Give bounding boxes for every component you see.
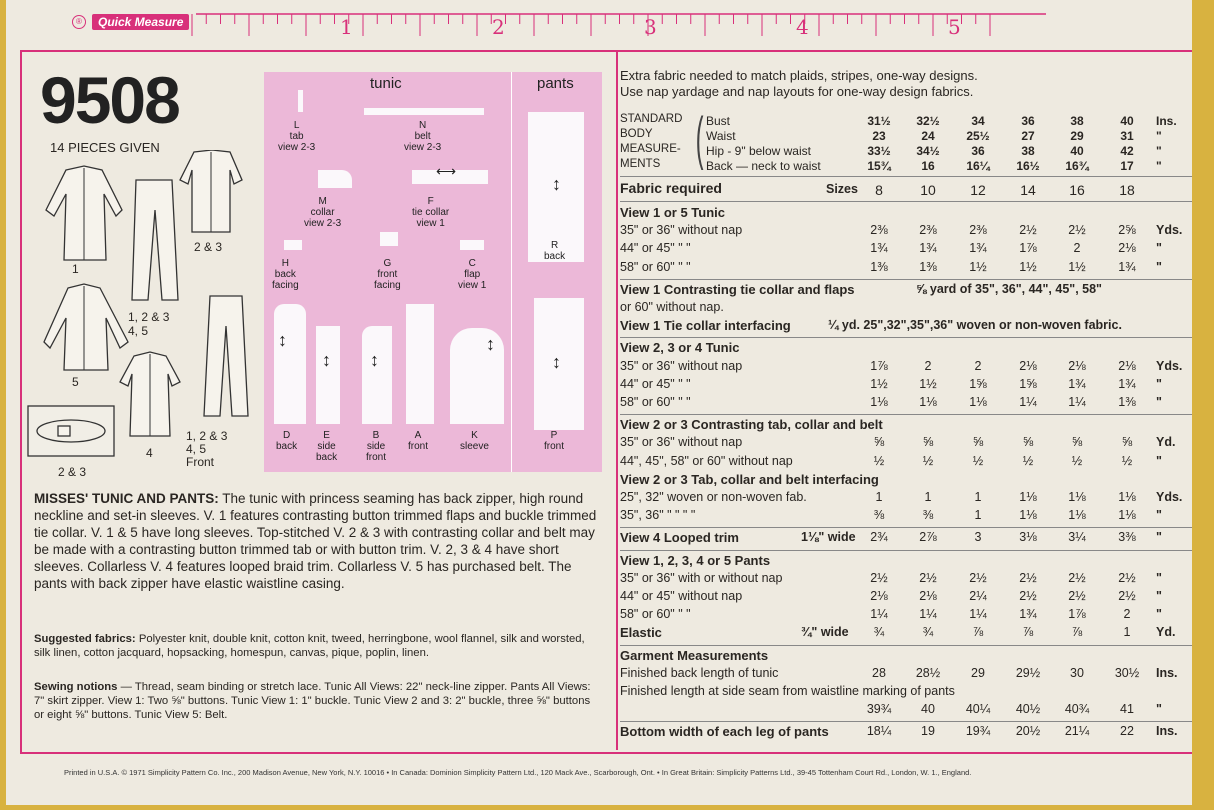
yardage-value: ½ bbox=[1121, 453, 1133, 468]
grainline-arrow: ⟷ bbox=[436, 163, 457, 179]
table-rule bbox=[620, 645, 1192, 646]
ruler-number: 1 bbox=[340, 15, 353, 39]
yardage-value: 1 bbox=[875, 490, 883, 504]
yardage-value: ½ bbox=[1071, 453, 1083, 468]
yardage-value: ⅝ bbox=[873, 435, 885, 450]
measurement-value: 23 bbox=[872, 129, 886, 143]
yardage-value: 1 bbox=[974, 490, 982, 504]
yardage-value: 1¾ bbox=[1118, 376, 1136, 391]
yardage-unit: Yd. bbox=[1156, 435, 1176, 450]
yardage-value: 2⅛ bbox=[1118, 241, 1136, 256]
pants-drawing-1 bbox=[132, 180, 178, 300]
yardage-value: 1½ bbox=[1068, 259, 1086, 274]
yardage-value: 21¼ bbox=[1064, 724, 1090, 739]
piece-E-shape bbox=[316, 326, 340, 424]
yardage-value: 1¾ bbox=[969, 241, 987, 256]
figure-label-5: 5 bbox=[72, 375, 79, 389]
figure-label-4: 4 bbox=[146, 446, 153, 460]
yardage-value: 1⅛ bbox=[969, 395, 987, 409]
chart-row-label: 44" or 45" " " bbox=[620, 376, 691, 391]
yardage-unit: Yds. bbox=[1156, 358, 1183, 373]
yardage-value: 2½ bbox=[1068, 570, 1086, 585]
yardage-value: 2 bbox=[1073, 241, 1081, 256]
yardage-value: 2½ bbox=[870, 570, 888, 585]
grainline-arrow: ↕ bbox=[322, 350, 331, 370]
bracket: ( bbox=[695, 106, 704, 171]
yardage-unit: " bbox=[1156, 395, 1162, 409]
chart-row-label: 35" or 36" without nap bbox=[620, 435, 743, 450]
piece-label-B: B side front bbox=[366, 430, 387, 463]
chart-row-label: Finished length at side seam from waistline marking of pants bbox=[620, 684, 955, 698]
measurement-value: 15¾ bbox=[867, 159, 891, 173]
yardage-value: 22 bbox=[1120, 724, 1134, 739]
yardage-value: 1⅞ bbox=[1068, 607, 1086, 622]
piece-C-shape bbox=[460, 240, 484, 250]
measurement-unit: " bbox=[1156, 159, 1162, 173]
piece-L-shape bbox=[298, 90, 303, 112]
yardage-value: 2½ bbox=[1019, 223, 1037, 238]
chart-section-heading: Elastic bbox=[620, 625, 662, 641]
chart-row-label: 25", 32" woven or non-woven fab. bbox=[620, 490, 807, 504]
chart-row-label: 44" or 45" without nap bbox=[620, 589, 743, 603]
measurement-value: 29 bbox=[1070, 129, 1084, 143]
tunic-heading: tunic bbox=[370, 75, 402, 92]
chart-intro-2: Use nap yardage and nap layouts for one-way design fabrics. bbox=[620, 84, 974, 99]
yardage-value: 1⅛ bbox=[1019, 508, 1037, 523]
suggested-fabrics bbox=[34, 632, 600, 660]
measurement-label: Bust bbox=[706, 114, 731, 128]
size-header: 10 bbox=[920, 182, 936, 198]
piece-G-shape bbox=[380, 232, 398, 246]
registered-mark: ® bbox=[72, 15, 86, 29]
chart-section-heading: View 2 or 3 Tab, collar and belt interfacing bbox=[620, 471, 879, 487]
chart-row-label: 35" or 36" without nap bbox=[620, 358, 743, 373]
ruler-number: 2 bbox=[492, 15, 505, 39]
yardage-value: 2 bbox=[1123, 607, 1131, 622]
measurement-value: 16¼ bbox=[966, 159, 990, 173]
measurement-label: Waist bbox=[706, 129, 736, 143]
table-rule bbox=[620, 279, 1192, 280]
yardage-value: 1 bbox=[974, 508, 982, 523]
yardage-value: 1¼ bbox=[1019, 395, 1037, 409]
measurement-value: 40 bbox=[1070, 144, 1084, 158]
yardage-value: 1⅛ bbox=[1118, 490, 1136, 504]
measurement-unit: Ins. bbox=[1156, 114, 1177, 128]
figure-label-2-3: 2 & 3 bbox=[194, 240, 223, 254]
yardage-value: ⅝ bbox=[1071, 435, 1083, 450]
yardage-value: 2½ bbox=[1118, 570, 1136, 585]
yardage-unit: " bbox=[1156, 453, 1162, 468]
table-rule bbox=[620, 337, 1192, 338]
diagram-divider bbox=[511, 72, 512, 472]
yardage-value: 1¾ bbox=[870, 241, 888, 256]
measurement-value: 33½ bbox=[867, 144, 891, 158]
yardage-value: 2½ bbox=[969, 570, 987, 585]
yardage-unit: Yd. bbox=[1156, 625, 1176, 640]
yardage-value: 1¾ bbox=[1118, 259, 1136, 274]
yardage-value: 1½ bbox=[870, 376, 888, 391]
piece-label-K: K sleeve bbox=[460, 430, 489, 452]
piece-label-L: L tab view 2-3 bbox=[278, 120, 316, 153]
yardage-unit: Ins. bbox=[1156, 665, 1178, 680]
measurement-value: 34 bbox=[971, 114, 985, 128]
measurement-value: 16½ bbox=[1016, 159, 1040, 173]
yardage-value: 40½ bbox=[1015, 702, 1041, 717]
yardage-value: ½ bbox=[873, 453, 885, 468]
yardage-value: 1¼ bbox=[870, 607, 888, 622]
pattern-description bbox=[34, 490, 600, 592]
yardage-value: 40¼ bbox=[965, 702, 991, 717]
size-header: 14 bbox=[1020, 182, 1036, 198]
yardage-value: 30½ bbox=[1114, 665, 1140, 680]
yardage-value: 18¼ bbox=[866, 724, 892, 739]
yardage-value: 1¼ bbox=[1068, 395, 1086, 409]
yardage-value: 2⅜ bbox=[919, 223, 937, 238]
yardage-value: 2⅛ bbox=[1019, 358, 1037, 373]
chart-heading-note: ⅝ yard of 35", 36", 44", 45", 58" bbox=[916, 281, 1102, 296]
yardage-value: 40¾ bbox=[1064, 702, 1090, 717]
yardage-value: 2⅜ bbox=[969, 223, 987, 238]
yardage-value: 1⅛ bbox=[919, 395, 937, 409]
yardage-value: 39¾ bbox=[866, 702, 892, 717]
piece-H-shape bbox=[284, 240, 302, 250]
piece-K-shape bbox=[450, 328, 504, 424]
ruler-number: 3 bbox=[644, 15, 657, 39]
standard-body-measurements-label: STANDARD BODY MEASURE- MENTS bbox=[620, 113, 683, 170]
yardage-value: 1⅜ bbox=[919, 259, 937, 274]
table-rule bbox=[620, 414, 1192, 415]
grainline-arrow: ↕ bbox=[552, 352, 561, 372]
yardage-value: 2⅛ bbox=[1068, 358, 1086, 373]
measurement-value: 38 bbox=[1021, 144, 1035, 158]
size-header: 8 bbox=[875, 182, 883, 198]
yardage-unit: Yds. bbox=[1156, 223, 1183, 238]
yardage-value: 1⅛ bbox=[1068, 508, 1086, 523]
suggested-title: Suggested fabrics: bbox=[34, 633, 136, 645]
figure-label-1: 1 bbox=[72, 262, 79, 276]
chart-row-label: 58" or 60" " " bbox=[620, 259, 691, 274]
yardage-value: 2½ bbox=[1019, 589, 1037, 603]
figure-label-pants-1: 1, 2 & 3 4, 5 bbox=[128, 310, 170, 338]
chart-section-heading: View 1, 2, 3, 4 or 5 Pants bbox=[620, 552, 771, 568]
chart-row-label: 58" or 60" " " bbox=[620, 395, 691, 409]
size-header: 18 bbox=[1119, 182, 1135, 198]
yardage-value: 2⅛ bbox=[919, 589, 937, 603]
measurement-value: 31½ bbox=[867, 114, 891, 128]
piece-N-shape bbox=[364, 108, 484, 115]
yardage-value: 1¾ bbox=[1068, 376, 1086, 391]
yardage-value: 3 bbox=[974, 530, 982, 545]
yardage-unit: " bbox=[1156, 702, 1162, 717]
chart-section-heading: View 1 or 5 Tunic bbox=[620, 205, 725, 220]
piece-label-G: G front facing bbox=[374, 258, 401, 291]
fabric-required-heading: Fabric required bbox=[620, 180, 722, 196]
piece-label-R: R back bbox=[544, 240, 566, 262]
yardage-unit: " bbox=[1156, 508, 1162, 523]
measurement-value: 32½ bbox=[916, 114, 940, 128]
yardage-value: 3¼ bbox=[1068, 530, 1086, 545]
pieces-given: 14 PIECES GIVEN bbox=[50, 140, 160, 155]
yardage-value: 1⅛ bbox=[1019, 490, 1037, 504]
chart-row-label: 35" or 36" without nap bbox=[620, 223, 743, 238]
yardage-value: 30 bbox=[1070, 665, 1084, 680]
yardage-value: 1⅛ bbox=[870, 395, 888, 409]
yardage-value: 1⅛ bbox=[1118, 508, 1136, 523]
yardage-value: 1¼ bbox=[969, 607, 987, 622]
yardage-value: ⅝ bbox=[922, 435, 934, 450]
ruler-number: 5 bbox=[948, 15, 961, 39]
measurement-unit: " bbox=[1156, 129, 1162, 143]
piece-label-C: C flap view 1 bbox=[458, 258, 487, 291]
yardage-value: 3⅜ bbox=[1118, 530, 1136, 545]
yardage-value: 1⅜ bbox=[1118, 395, 1136, 409]
table-rule bbox=[620, 527, 1192, 528]
table-rule bbox=[620, 721, 1192, 722]
measurement-value: 24 bbox=[921, 129, 935, 143]
yardage-value: 29 bbox=[971, 665, 985, 680]
yardage-value: 1⅜ bbox=[870, 259, 888, 274]
measurement-value: 25½ bbox=[966, 129, 990, 143]
measurement-value: 36 bbox=[1021, 114, 1035, 128]
yardage-value: 28 bbox=[872, 665, 886, 680]
piece-label-D: D back bbox=[276, 430, 298, 452]
yardage-unit: " bbox=[1156, 589, 1162, 603]
measurement-value: 38 bbox=[1070, 114, 1084, 128]
piece-label-A: A front bbox=[408, 430, 429, 452]
grainline-arrow: ↕ bbox=[370, 350, 379, 370]
sewing-notions bbox=[34, 680, 600, 722]
yardage-value: 2⅛ bbox=[1118, 358, 1136, 373]
yardage-value: 2⅜ bbox=[870, 223, 888, 238]
yardage-unit: Yds. bbox=[1156, 490, 1183, 504]
piece-label-F: F tie collar view 1 bbox=[412, 196, 450, 229]
yardage-value: 2¾ bbox=[870, 530, 888, 545]
description-title: MISSES' TUNIC AND PANTS: bbox=[34, 491, 219, 506]
chart-row-label: Finished back length of tunic bbox=[620, 665, 779, 680]
measurement-value: 16 bbox=[921, 159, 935, 173]
yardage-value: ⅜ bbox=[922, 508, 934, 523]
yardage-value: 3⅛ bbox=[1019, 530, 1037, 545]
piece-label-M: M collar view 2-3 bbox=[304, 196, 342, 229]
grainline-arrow: ↕ bbox=[278, 330, 287, 350]
pieces-diagram bbox=[264, 72, 602, 472]
chart-section-heading: View 2, 3 or 4 Tunic bbox=[620, 340, 740, 356]
yardage-value: ½ bbox=[922, 453, 934, 468]
pants-heading: pants bbox=[537, 75, 574, 92]
chart-section-heading: View 1 Tie collar interfacing bbox=[620, 318, 791, 334]
footer-copyright: Printed in U.S.A. © 1971 Simplicity Pattern Co. Inc., 200 Madison Avenue, New York, N.Y. 10016 • In Canada: Dominion Simplicity Pattern Ltd., 120 Mack Ave., Scarborough, Ont. • In Great Britain: Simplicity Patterns Ltd., 39-45 Tottenham Court Rd., London, W. 1., England. bbox=[64, 768, 972, 777]
piece-M-shape bbox=[318, 170, 352, 188]
yardage-unit: " bbox=[1156, 607, 1162, 622]
yardage-value: 1½ bbox=[919, 376, 937, 391]
yardage-value: 1 bbox=[1123, 625, 1131, 640]
piece-B-shape bbox=[362, 326, 392, 424]
yardage-value: 1½ bbox=[969, 259, 987, 274]
chart-heading-note: ¼ yd. 25",32",35",36" woven or non-woven fabric. bbox=[828, 318, 1122, 333]
pattern-envelope-back bbox=[6, 0, 1192, 805]
yardage-value: ½ bbox=[1022, 453, 1034, 468]
chart-row-label: or 60" without nap. bbox=[620, 300, 724, 314]
yardage-value: 19 bbox=[921, 724, 935, 739]
piece-label-H: H back facing bbox=[272, 258, 299, 291]
measurement-value: 17 bbox=[1120, 159, 1134, 173]
yardage-value: 2½ bbox=[1068, 589, 1086, 603]
piece-label-E: E side back bbox=[316, 430, 338, 463]
measurement-label: Hip - 9" below waist bbox=[706, 144, 811, 158]
chart-row-label: 44", 45", 58" or 60" without nap bbox=[620, 453, 793, 468]
yardage-value: 1⅛ bbox=[1068, 490, 1086, 504]
piece-label-N: N belt view 2-3 bbox=[404, 120, 442, 153]
yardage-unit: " bbox=[1156, 376, 1162, 391]
yardage-value: 29½ bbox=[1015, 665, 1041, 680]
yardage-value: 1¾ bbox=[919, 241, 937, 256]
measurement-value: 27 bbox=[1021, 129, 1035, 143]
yardage-value: 1½ bbox=[1019, 259, 1037, 274]
chart-section-heading: Garment Measurements bbox=[620, 647, 769, 663]
grainline-arrow: ↕ bbox=[486, 334, 495, 354]
piece-A-shape bbox=[406, 304, 434, 424]
quick-measure-badge: Quick Measure bbox=[92, 14, 189, 30]
yardage-unit: " bbox=[1156, 241, 1162, 256]
chart-row-label: 58" or 60" " " bbox=[620, 607, 691, 622]
yardage-value: 1⅝ bbox=[969, 376, 987, 391]
figure-label-belt: 2 & 3 bbox=[58, 465, 87, 479]
measurement-value: 36 bbox=[971, 144, 985, 158]
yardage-value: 2 bbox=[974, 358, 982, 373]
yardage-value: 1 bbox=[924, 490, 932, 504]
yardage-value: 41 bbox=[1120, 702, 1134, 717]
chart-section-heading: Bottom width of each leg of pants bbox=[620, 724, 829, 740]
measurement-value: 16¾ bbox=[1065, 159, 1089, 173]
yardage-value: 2⅞ bbox=[919, 530, 937, 545]
yardage-value: 2¼ bbox=[969, 589, 987, 603]
chart-row-label: 44" or 45" " " bbox=[620, 241, 691, 256]
sizes-label: Sizes bbox=[826, 182, 858, 196]
yardage-value: 1⅞ bbox=[870, 358, 888, 373]
yardage-value: 20½ bbox=[1015, 724, 1041, 739]
yardage-value: ¾ bbox=[873, 625, 885, 640]
yardage-value: ½ bbox=[972, 453, 984, 468]
chart-heading-note: 1⅛" wide bbox=[801, 530, 856, 545]
measurement-value: 40 bbox=[1120, 114, 1134, 128]
ruler-number: 4 bbox=[796, 15, 809, 39]
pattern-number: 9508 bbox=[40, 63, 179, 137]
chart-heading-note: ¾" wide bbox=[801, 625, 849, 640]
chart-row-label: 35", 36" " " " " bbox=[620, 508, 696, 523]
yardage-value: ⅞ bbox=[1071, 625, 1083, 640]
yardage-value: 2⅛ bbox=[870, 589, 888, 603]
yardage-value: 1⅝ bbox=[1019, 376, 1037, 391]
yardage-value: ⅝ bbox=[1121, 435, 1133, 450]
yardage-value: ⅞ bbox=[972, 625, 984, 640]
yardage-value: 40 bbox=[921, 702, 935, 717]
column-divider bbox=[616, 52, 618, 750]
yardage-value: 1⅞ bbox=[1019, 241, 1037, 256]
measurement-unit: " bbox=[1156, 144, 1162, 158]
piece-label-P: P front bbox=[544, 430, 565, 452]
chart-section-heading: View 4 Looped trim bbox=[620, 530, 739, 546]
measurement-value: 34½ bbox=[916, 144, 940, 158]
measurement-value: 31 bbox=[1120, 129, 1134, 143]
description-text: The tunic with princess seaming has back zipper, high round neckline and set-in sleeves. V. 1 features contrasting button trimmed flaps and buckle trimmed tie collar. V. 1 & 5 have long sleeves. Top-stitched V. 2 & 3 with contrasting collar and belt may be made with a contrasting button trimmed tab or with button trim. V. 2, 3 & 4 have short sleeves. Collarless V. 4 features looped braid trim. Collarless V. 5 has purchased belt. The pants with back zipper have elastic waistline casing. bbox=[34, 491, 597, 591]
yardage-value: 1¾ bbox=[1019, 607, 1037, 622]
chart-section-heading: View 1 Contrasting tie collar and flaps bbox=[620, 281, 855, 297]
yardage-value: ⅜ bbox=[873, 508, 885, 523]
notions-text: — Thread, seam binding or stretch lace. Tunic All Views: 22" neck-line zipper. Pants All Views: 7" skirt zipper. View 1: Two ⅝" buttons. Tunic View 1: 1" buckle. Tunic View 2 and 3: 2" buckle, three ⅝" buttons or eight ⅝" buttons. Tunic View 5: Belt. bbox=[34, 681, 591, 721]
belt-box bbox=[28, 406, 114, 456]
yardage-unit: " bbox=[1156, 570, 1162, 585]
yardage-value: 1¼ bbox=[919, 607, 937, 622]
tunic-view-5-drawing bbox=[44, 284, 128, 370]
figure-label-pants-front: 1, 2 & 3 4, 5 Front bbox=[186, 429, 228, 469]
yardage-value: ⅞ bbox=[1022, 625, 1034, 640]
chart-intro-1: Extra fabric needed to match plaids, stripes, one-way designs. bbox=[620, 68, 978, 83]
yardage-value: 28½ bbox=[915, 665, 941, 680]
table-rule bbox=[620, 176, 1192, 177]
yardage-unit: " bbox=[1156, 259, 1162, 274]
size-header: 12 bbox=[970, 182, 986, 198]
measurement-value: 42 bbox=[1120, 144, 1134, 158]
size-header: 16 bbox=[1069, 182, 1085, 198]
yardage-value: 2½ bbox=[919, 570, 937, 585]
chart-row-label: 35" or 36" with or without nap bbox=[620, 570, 783, 585]
yardage-value: ⅝ bbox=[1022, 435, 1034, 450]
measurement-label: Back — neck to waist bbox=[706, 159, 821, 173]
yardage-unit: Ins. bbox=[1156, 724, 1178, 739]
yardage-value: 2 bbox=[924, 358, 932, 373]
yardage-value: ⅝ bbox=[972, 435, 984, 450]
yardage-value: 19¾ bbox=[965, 724, 991, 739]
pants-drawing-2 bbox=[204, 296, 248, 416]
yardage-value: ¾ bbox=[922, 625, 934, 640]
yardage-value: 2⅝ bbox=[1118, 223, 1136, 238]
yardage-unit: " bbox=[1156, 530, 1162, 545]
yardage-value: 2½ bbox=[1068, 223, 1086, 238]
yardage-value: 2½ bbox=[1019, 570, 1037, 585]
piece-D-shape bbox=[274, 304, 306, 424]
suggested-text: Polyester knit, double knit, cotton knit, tweed, herringbone, wool flannel, silk and worsted, silk linen, cotton jacquard, hopsacking, homespun, canvas, pique, poplin, linen. bbox=[34, 633, 585, 659]
chart-section-heading: View 2 or 3 Contrasting tab, collar and belt bbox=[620, 417, 883, 433]
table-rule bbox=[620, 201, 1192, 202]
notions-title: Sewing notions bbox=[34, 681, 118, 693]
table-rule bbox=[620, 550, 1192, 551]
yardage-value: 2½ bbox=[1118, 589, 1136, 603]
grainline-arrow: ↕ bbox=[552, 174, 561, 194]
